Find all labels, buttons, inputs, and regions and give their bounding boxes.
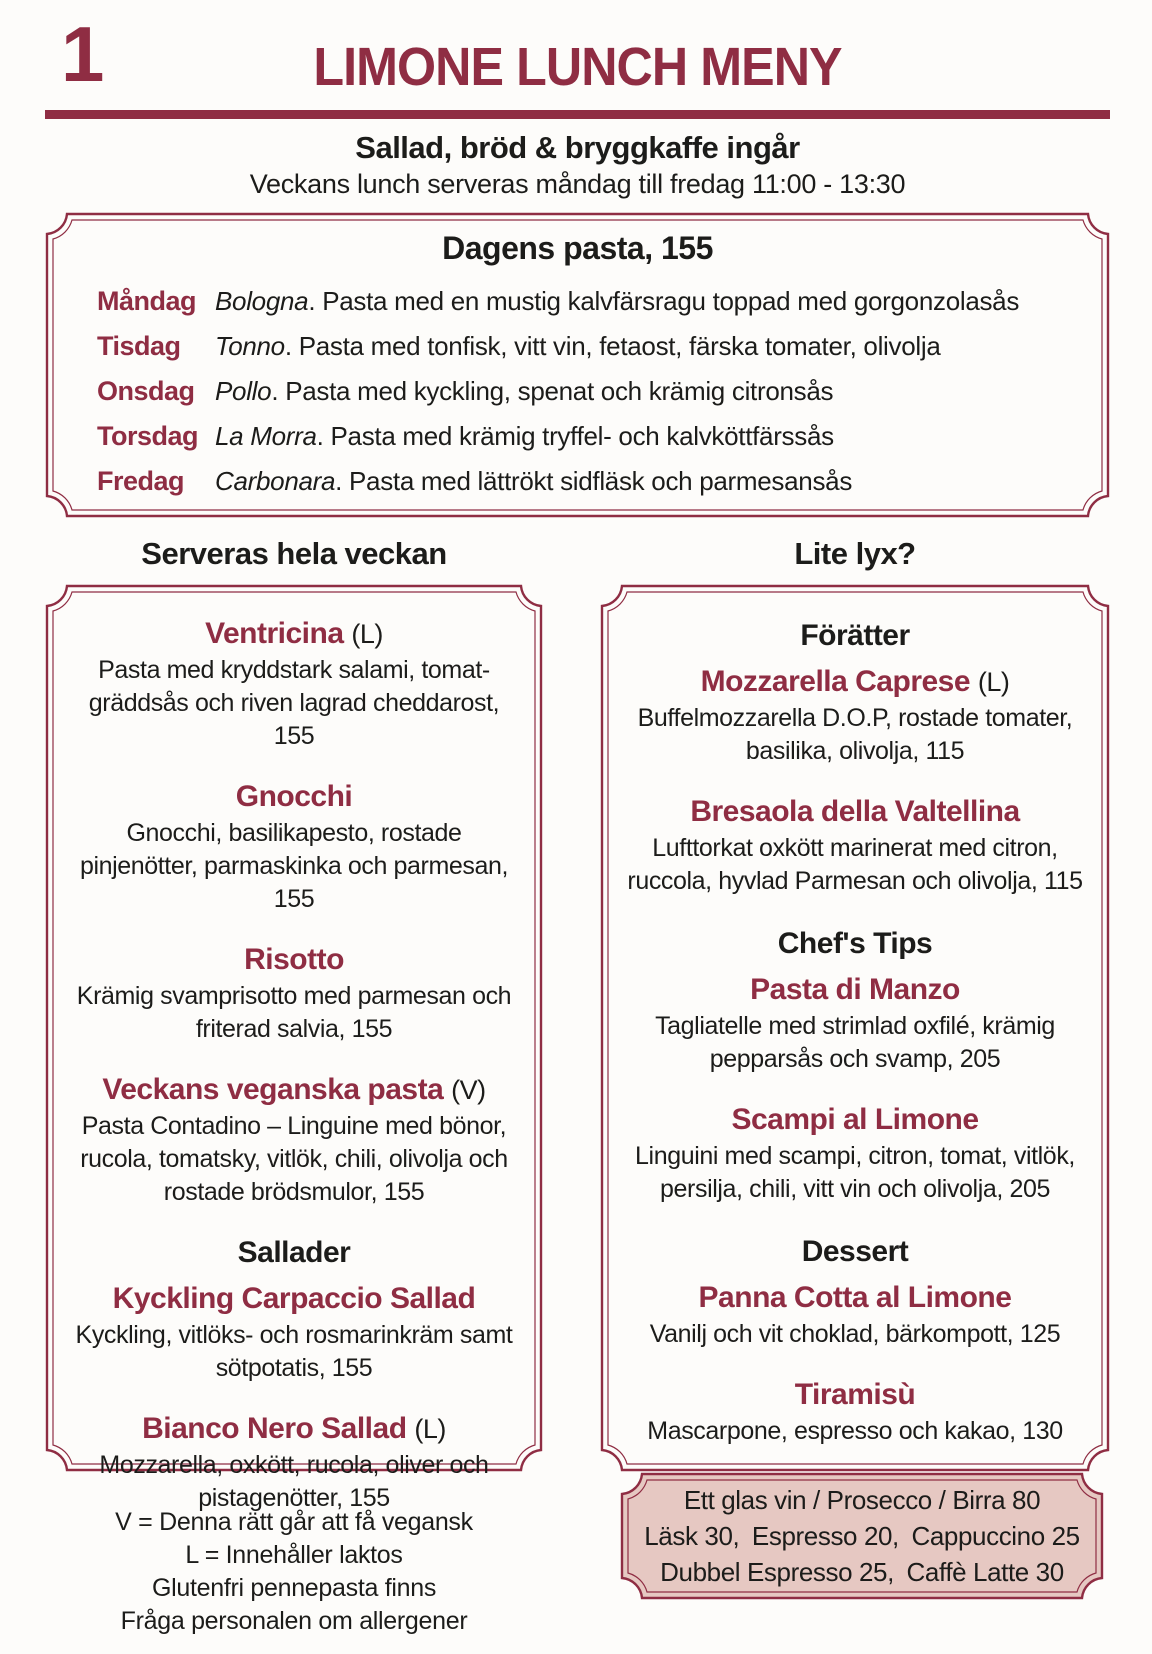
luxury-column-header: Lite lyx?: [794, 536, 916, 571]
item-name: Panna Cotta al Limone: [698, 1281, 1012, 1314]
day-row-tuesday: [97, 324, 1058, 369]
item-description: Buffelmozzarella D.O.P, rostade tomater, basilika, olivolja, 115: [637, 704, 1073, 765]
item-name: Scampi al Limone: [731, 1103, 979, 1136]
dish-desc-text: Pasta med tonfisk, vitt vin, fetaost, färska tomater, olivolja: [298, 331, 941, 361]
dish-separator: .: [284, 331, 299, 361]
page-title: LIMONE LUNCH MENY: [313, 37, 842, 97]
menu-item-gnocchi: [69, 777, 519, 916]
menu-item-kyckling-carpaccio: [69, 1279, 519, 1385]
menu-item-mozzarella-caprese: [624, 662, 1086, 768]
day-description: [215, 459, 1058, 504]
drinks-line: Dubbel Espresso 25, Caffè Latte 30: [660, 1557, 1064, 1587]
item-description: Mascarpone, espresso och kakao, 130: [647, 1417, 1063, 1445]
item-description: Krämig svamprisotto med parmesan och friterad salvia, 155: [76, 982, 512, 1043]
dish-name: Tonno: [215, 331, 285, 361]
legend-line: V = Denna rätt går att få vegansk: [115, 1508, 473, 1536]
item-description: Pasta med kryddstark salami, tomat-gräddsås och riven lagrad cheddarost, 155: [88, 656, 500, 750]
item-description: Linguini med scampi, citron, tomat, vitlök, persilja, chili, vitt vin och olivolja, 205: [635, 1142, 1075, 1203]
day-label: Tisdag: [97, 331, 181, 361]
dish-desc-text: Pasta med kyckling, spenat och krämig citronsås: [285, 376, 834, 406]
weekly-box: [45, 584, 543, 1512]
item-description: Pasta Contadino – Linguine med bönor, rucola, tomatsky, vitlök, chili, olivolja och rostade brödsmulor, 155: [80, 1112, 508, 1206]
day-label: Måndag: [97, 286, 197, 316]
columns: [45, 536, 1110, 1638]
menu-item-risotto: [69, 940, 519, 1046]
menu-item-tiramisu: [624, 1375, 1086, 1448]
dish-desc-text: Pasta med krämig tryffel- och kalvköttfärssås: [330, 421, 834, 451]
item-name: Gnocchi: [235, 780, 353, 813]
day-row-wednesday: [97, 369, 1058, 414]
day-description: [215, 324, 1058, 369]
menu-item-panna-cotta: [624, 1278, 1086, 1351]
chefs-tips-group: [624, 924, 1086, 1206]
legend-line: L = Innehåller laktos: [185, 1541, 403, 1569]
dish-desc-text: Pasta med en mustig kalvfärsragu toppad med gorgonzolasås: [322, 286, 1020, 316]
item-name: Ventricina: [205, 617, 344, 650]
dish-name: Bologna: [215, 286, 309, 316]
day-row-thursday: [97, 414, 1058, 459]
menu-item-pasta-di-manzo: [624, 970, 1086, 1076]
menu-item-bresaola: [624, 792, 1086, 898]
day-row-monday: [97, 279, 1058, 324]
legend-line: Glutenfri pennepasta finns: [151, 1574, 437, 1602]
day-description: [215, 279, 1058, 324]
drinks-line: Ett glas vin / Prosecco / Birra 80: [683, 1485, 1041, 1515]
hours-line: Veckans lunch serveras måndag till fredag 11:00 - 13:30: [249, 169, 906, 199]
item-name: Tiramisù: [794, 1378, 916, 1411]
salads-subheader: Sallader: [237, 1236, 351, 1269]
menu-item-ventricina: [69, 614, 519, 753]
item-name: Bresaola della Valtellina: [690, 795, 1020, 828]
item-tag: (L): [351, 619, 383, 649]
dagens-pasta-box: [45, 212, 1110, 518]
day-label: Torsdag: [97, 421, 199, 451]
page-number: 1: [61, 10, 105, 98]
chefs-tips-subheader: Chef's Tips: [777, 927, 933, 960]
day-row-friday: [97, 459, 1058, 504]
day-label: Onsdag: [97, 376, 195, 406]
dish-separator: .: [271, 376, 286, 406]
item-description: Tagliatelle med strimlad oxfilé, krämig pepparsås och svamp, 205: [655, 1012, 1055, 1073]
item-name: Pasta di Manzo: [750, 973, 960, 1006]
dish-separator: .: [335, 466, 350, 496]
drinks-box: [620, 1472, 1104, 1600]
header-divider: [45, 110, 1110, 119]
dagens-pasta-title: Dagens pasta, 155: [442, 230, 713, 266]
item-tag: (V): [451, 1075, 486, 1105]
day-description: [215, 369, 1058, 414]
weekly-column-header: Serveras hela veckan: [141, 536, 447, 571]
dish-separator: .: [308, 286, 323, 316]
menu-item-scampi-al-limone: [624, 1100, 1086, 1206]
starters-group: [624, 616, 1086, 898]
dish-name: Carbonara: [215, 466, 336, 496]
item-name: Veckans veganska pasta: [102, 1073, 444, 1106]
item-name: Mozzarella Caprese: [700, 665, 971, 698]
item-name: Bianco Nero Sallad: [142, 1412, 407, 1445]
menu-item-vegansk-pasta: [69, 1070, 519, 1209]
item-description: Mozzarella, oxkött, rucola, oliver och pistagenötter, 155: [99, 1451, 489, 1512]
day-description: [215, 414, 1058, 459]
luxury-box: [600, 584, 1110, 1472]
legend-line: Fråga personalen om allergener: [120, 1607, 468, 1635]
starters-subheader: Förätter: [800, 619, 910, 652]
drinks-line: Läsk 30, Espresso 20, Cappuccino 25: [644, 1521, 1080, 1551]
item-description: Kyckling, vitlöks- och rosmarinkräm samt sötpotatis, 155: [75, 1321, 513, 1382]
included-line: Sallad, bröd & bryggkaffe ingår: [355, 130, 800, 165]
header: [45, 10, 1110, 110]
allergen-legend: [45, 1500, 543, 1638]
day-label: Fredag: [97, 466, 185, 496]
item-name: Kyckling Carpaccio Sallad: [112, 1282, 476, 1315]
item-description: Vanilj och vit choklad, bärkompott, 125: [649, 1320, 1061, 1348]
dish-desc-text: Pasta med lättrökt sidfläsk och parmesansås: [349, 466, 853, 496]
item-description: Gnocchi, basilikapesto, rostade pinjenötter, parmaskinka och parmesan, 155: [79, 819, 509, 913]
dish-name: La Morra: [215, 421, 317, 451]
menu-item-bianco-nero: [69, 1409, 519, 1515]
dessert-group: [624, 1232, 1086, 1448]
dessert-subheader: Dessert: [801, 1235, 909, 1268]
item-description: Lufttorkat oxkött marinerat med citron, ruccola, hyvlad Parmesan och olivolja, 115: [627, 834, 1083, 895]
dish-separator: .: [316, 421, 331, 451]
dish-name: Pollo: [215, 376, 272, 406]
item-tag: (L): [977, 667, 1010, 697]
item-tag: (L): [414, 1414, 446, 1444]
item-name: Risotto: [244, 943, 344, 976]
